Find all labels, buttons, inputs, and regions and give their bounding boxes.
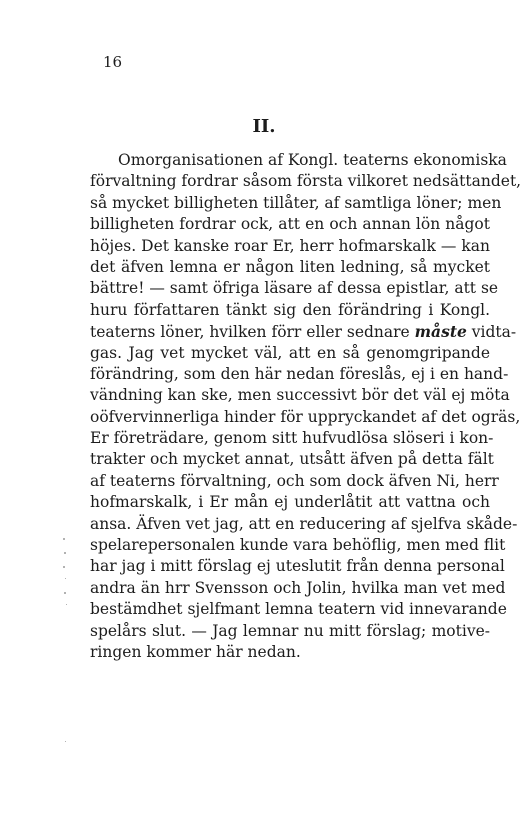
- scan-speck: [63, 566, 65, 568]
- text-line: billigheten fordrar ock, att en och annan lön något: [90, 215, 490, 234]
- text-line: så mycket billigheten tillåter, af samtliga löner; men: [90, 193, 502, 212]
- text-line: spelarepersonalen kunde vara behöflig, men med flit: [90, 536, 506, 555]
- text-line: hofmarskalk, i Er mån ej underlåtit att vattna och: [90, 493, 490, 512]
- text-line: af teaterns förvaltning, och som dock äfven Ni, herr: [90, 471, 499, 490]
- text-line: andra än hrr Svensson och Jolin, hvilka man vet med: [90, 578, 506, 597]
- text-line-start: teaterns löner, hvilken förr eller sednare: [90, 323, 410, 342]
- text-line: vändning kan ske, men successivt bör det väl ej möta: [90, 386, 510, 405]
- section-heading: II.: [252, 116, 276, 137]
- scan-speck: [66, 604, 67, 605]
- text-line: har jag i mitt förslag ej uteslutit från denna personal: [90, 557, 505, 576]
- scan-speck: [63, 538, 65, 540]
- text-line: förändring, som den här nedan föreslås, ej i en hand-: [90, 364, 509, 383]
- text-line: höjes. Det kanske roar Er, herr hofmarskalk — kan: [90, 236, 490, 255]
- text-line: spelårs slut. — Jag lemnar nu mitt förslag; motive-: [90, 621, 490, 640]
- text-line: bättre! — samt öfriga läsare af dessa epistlar, att se: [90, 279, 499, 298]
- body-paragraph: [90, 150, 522, 663]
- scan-speck: [65, 741, 66, 742]
- text-line: Er företrädare, genom sitt hufvudlösa slöseri i kon-: [90, 429, 494, 448]
- scan-speck: [64, 552, 66, 554]
- text-line: huru författaren tänkt sig den förändring i Kongl.: [90, 300, 490, 319]
- text-line: bestämdhet sjelfmant lemna teatern vid innevarande: [90, 600, 507, 619]
- scan-speck: [64, 592, 66, 594]
- text-line: det äfven lemna er någon liten ledning, så mycket: [90, 257, 490, 276]
- text-line: Omorganisationen af Kongl. teaterns ekonomiska: [118, 151, 507, 169]
- text-line: ansa. Äfven vet jag, att en reducering af sjelfva skåde-: [90, 514, 518, 533]
- text-line: förvaltning fordrar såsom första vilkoret nedsättandet,: [90, 172, 522, 191]
- text-line-end: vidta-: [471, 323, 517, 342]
- text-line: gas. Jag vet mycket väl, att en så genomgripande: [90, 343, 490, 362]
- text-line: ringen kommer här nedan.: [90, 642, 301, 661]
- page-number: 16: [103, 53, 123, 71]
- scan-speck: [65, 578, 66, 579]
- text-line-with-emphasis: [90, 321, 517, 342]
- text-line: trakter och mycket annat, utsått äfven på detta fält: [90, 450, 494, 469]
- text-line: oöfvervinnerliga hinder för uppryckandet af det ogräs,: [90, 407, 521, 426]
- emphasized-word: måste: [414, 322, 467, 342]
